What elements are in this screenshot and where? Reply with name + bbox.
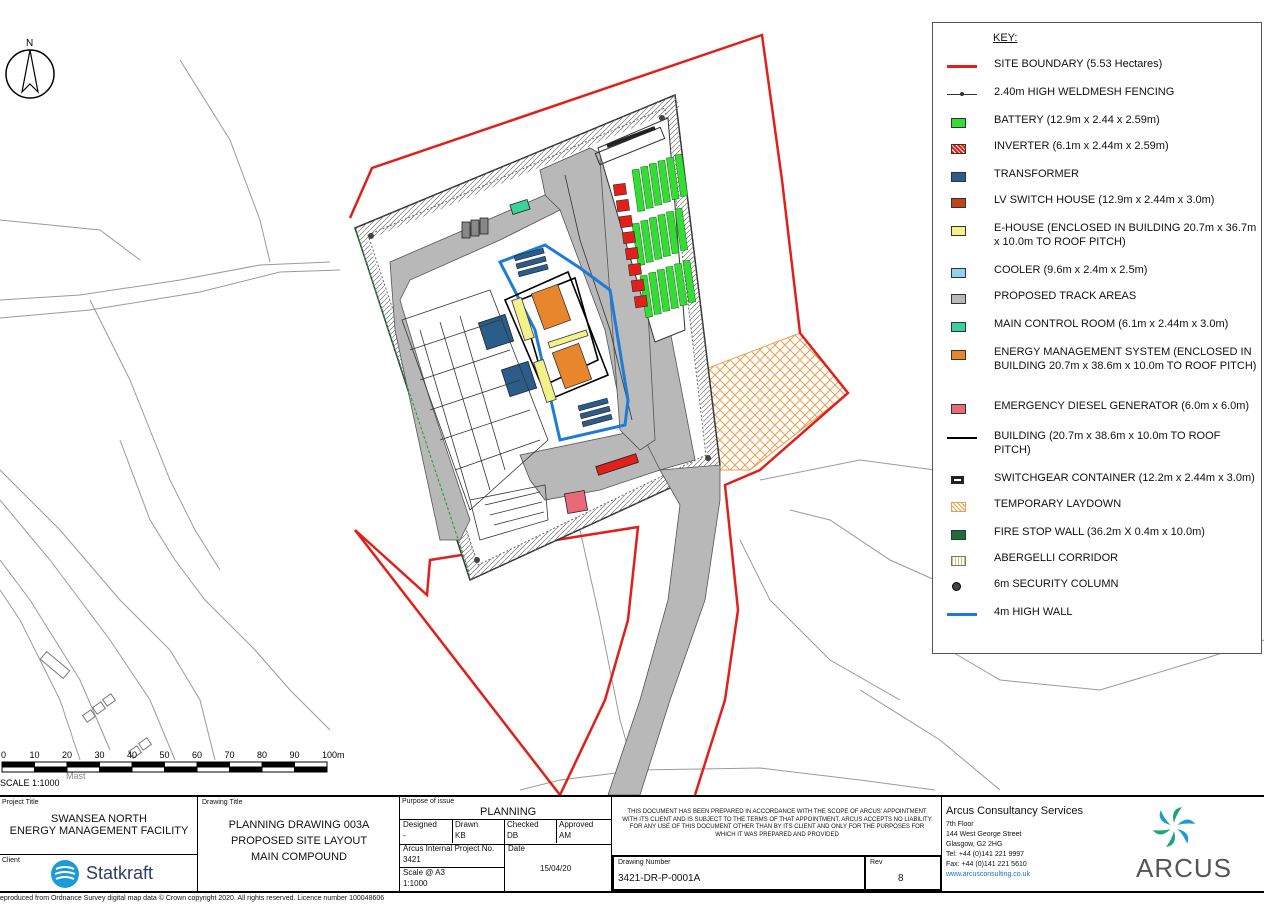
inverter-unit	[619, 215, 632, 228]
legend-symbol-icon	[947, 431, 977, 445]
legend-item	[933, 259, 1263, 287]
legend-label: ENERGY MANAGEMENT SYSTEM (ENCLOSED IN BUILDING 20.7m x 38.6m x 10.0m TO ROOF PITCH)	[994, 346, 1257, 372]
project-no-label: Arcus Internal Project No.	[403, 844, 495, 853]
legend-symbol-icon	[947, 87, 977, 101]
company-fax: Fax: +44 (0)141 221 5610	[946, 861, 1027, 868]
approved-label: Approved	[559, 820, 594, 829]
legend-label: TEMPORARY LAYDOWN	[994, 498, 1122, 510]
drawing-title-line-3: MAIN COMPOUND	[251, 851, 347, 863]
drawn-value: KB	[455, 831, 466, 840]
legend-label: SITE BOUNDARY (5.53 Hectares)	[994, 58, 1163, 70]
scale-bar-segment	[295, 762, 328, 767]
scale-bar-segment	[230, 767, 263, 772]
legend-item	[933, 109, 1263, 137]
scale-bar-tick-label: 50	[159, 750, 170, 760]
legend-symbol-icon	[947, 141, 977, 155]
scale-bar-tick-label: 0	[1, 750, 7, 760]
purpose-cell	[400, 797, 612, 893]
legend-item	[933, 467, 1263, 495]
scale-bar-tick-label: 90	[289, 750, 300, 760]
scale-bar-tick-label: 80	[257, 750, 268, 760]
date-value: 15/04/20	[540, 864, 572, 873]
scale-bar-segment	[230, 762, 263, 767]
drawing-title-cell	[198, 797, 400, 893]
legend-label: TRANSFORMER	[994, 168, 1079, 180]
legend-item	[933, 313, 1263, 341]
scale-bar-tick-label: 40	[127, 750, 138, 760]
legend-item	[933, 521, 1263, 549]
legend-symbol-icon	[947, 401, 977, 415]
legend-symbol-icon	[947, 553, 977, 567]
legend-label: FIRE STOP WALL (36.2m X 0.4m x 10.0m)	[994, 526, 1205, 538]
legend-label: E-HOUSE (ENCLOSED IN BUILDING 20.7m x 36.7m x 10.0m TO ROOF PITCH)	[994, 222, 1257, 248]
legend-label: EMERGENCY DIESEL GENERATOR (6.0m x 6.0m)	[994, 400, 1250, 412]
company-tel: Tel: +44 (0)141 221 9997	[946, 851, 1025, 858]
inverter-unit	[634, 295, 647, 308]
scale-bar-tick-label: 60	[192, 750, 203, 760]
legend-symbol-icon	[947, 473, 977, 487]
legend-item	[933, 189, 1263, 217]
purpose-value: PLANNING	[480, 806, 537, 818]
legend-symbol-icon	[947, 291, 977, 305]
scale-bar	[1, 750, 345, 772]
inverter-unit	[616, 199, 629, 212]
legend-label: ABERGELLI CORRIDOR	[994, 552, 1119, 564]
drawing-number-label: Drawing Number	[618, 859, 671, 866]
legend-symbol-icon	[947, 115, 977, 129]
legend-symbol-icon	[947, 347, 977, 361]
legend-item	[933, 217, 1263, 248]
legend-label: PROPOSED TRACK AREAS	[994, 290, 1137, 302]
drawing-title-label: Drawing Title	[202, 799, 243, 806]
legend-label: 6m SECURITY COLUMN	[994, 578, 1119, 590]
client-name: Statkraft	[86, 863, 154, 883]
scale-bar-segment	[262, 767, 295, 772]
scale-bar-segment	[132, 767, 165, 772]
copyright-note: eproduced from Ordnance Survey digital map data © Crown copyright 2020. All rights reserved. Licence number 100048606	[0, 895, 385, 902]
company-cell	[942, 797, 1264, 893]
scale-bar-segment	[262, 762, 295, 767]
legend-label: LV SWITCH HOUSE (12.9m x 2.44m x 3.0m)	[994, 194, 1215, 206]
scale-bar-segment	[295, 767, 328, 772]
statkraft-logo-icon	[50, 859, 80, 889]
legend-item	[933, 135, 1263, 163]
scale-bar-segment	[165, 762, 198, 767]
legend-symbol-icon	[947, 59, 977, 73]
scale-bar-segment	[100, 767, 133, 772]
scale-bar-tick-label: 70	[224, 750, 235, 760]
inverter-unit	[628, 263, 641, 276]
legend-label: MAIN CONTROL ROOM (6.1m x 2.44m x 3.0m)	[994, 318, 1229, 330]
north-arrow	[6, 38, 54, 98]
legend-symbol-icon	[947, 607, 977, 621]
project-no-value: 3421	[403, 855, 421, 864]
scale-bar-segment	[67, 762, 100, 767]
address-line-1: 7th Floor	[946, 821, 974, 828]
company-web: www.arcusconsulting.co.uk	[946, 871, 1031, 878]
inverter-unit	[625, 247, 638, 260]
disclaimer-cell	[612, 797, 942, 893]
scale-bar-tick-label: 100m	[322, 750, 345, 760]
checked-label: Checked	[507, 820, 539, 829]
os-map-buildings	[40, 652, 151, 759]
scale-bar-label: SCALE 1:1000	[0, 778, 60, 788]
scale-bar-segment	[2, 767, 35, 772]
legend-label: BUILDING (20.7m x 38.6m x 10.0m TO ROOF PITCH)	[994, 430, 1221, 456]
company-name: Arcus Consultancy Services	[946, 805, 1083, 817]
scale-bar-segment	[197, 762, 230, 767]
legend-item	[933, 285, 1263, 313]
disclaimer-text: THIS DOCUMENT HAS BEEN PREPARED IN ACCORDANCE WITH THE SCOPE OF ARCUS' APPOINTMENT WITH ITS CLIENT AND IS SUBJECT TO THE TERMS OF THAT APPOINTMENT. ARCUS ACCEPTS NO LIABILITY FOR ANY USE OF THIS DOCUMENT OTHER THAN BY ITS CLIENT AND ONLY FOR THE PURPOSES FOR WHICH IT WAS PREPARED AND PROVIDED	[622, 809, 932, 838]
legend-item	[933, 163, 1263, 191]
date-label: Date	[508, 844, 525, 853]
scale-a3-value: 1:1000	[403, 879, 428, 888]
scale-bar-segment	[100, 762, 133, 767]
checked-value: DB	[507, 831, 519, 840]
legend-label: SWITCHGEAR CONTAINER (12.2m x 2.44m x 3.0m)	[994, 472, 1255, 484]
legend-item	[933, 395, 1263, 423]
drawing-title-line-2: PROPOSED SITE LAYOUT	[230, 835, 368, 847]
scale-bar-tick-label: 30	[94, 750, 105, 760]
north-label: N	[26, 38, 34, 49]
address-line-2: 144 West George Street	[946, 831, 1022, 838]
legend-item	[933, 573, 1263, 601]
legend-item	[933, 81, 1263, 109]
arcus-logo-icon	[1152, 805, 1196, 849]
mast-label: Mast	[66, 771, 86, 781]
project-title-cell	[0, 797, 198, 855]
client-label: Client	[2, 857, 20, 864]
drawing-number-value: 3421-DR-P-0001A	[618, 873, 701, 884]
legend-symbol-icon	[947, 223, 977, 237]
designed-value: -	[403, 831, 406, 840]
legend-item	[933, 425, 1263, 456]
client-cell	[0, 855, 198, 893]
approved-value: AM	[559, 831, 571, 840]
scale-bar-segment	[197, 767, 230, 772]
legend-item	[933, 493, 1263, 521]
scale-bar-segment	[35, 762, 68, 767]
legend-item	[933, 53, 1263, 81]
purpose-label: Purpose of issue	[402, 798, 455, 805]
legend-symbol-icon	[947, 579, 977, 593]
emergency-diesel-generator	[564, 490, 587, 513]
inverter-unit	[613, 183, 626, 196]
scale-a3-label: Scale @ A3	[403, 868, 445, 877]
rev-value: 8	[898, 873, 904, 884]
legend-label: 4m HIGH WALL	[994, 606, 1073, 618]
designed-label: Designed	[403, 820, 437, 829]
drawing-title-line-1: PLANNING DRAWING 003A	[228, 819, 370, 831]
legend-title: KEY:	[993, 32, 1018, 44]
legend-label: INVERTER (6.1m x 2.44m x 2.59m)	[994, 140, 1169, 152]
scale-bar-tick-label: 10	[29, 750, 40, 760]
project-title-label: Project Title	[2, 799, 39, 806]
legend-item	[933, 341, 1263, 372]
scale-bar-tick-label: 20	[62, 750, 73, 760]
legend-symbol-icon	[947, 319, 977, 333]
scale-bar-segment	[2, 762, 35, 767]
scale-bar-segment	[165, 767, 198, 772]
legend-item	[933, 547, 1263, 575]
title-block	[0, 795, 1264, 893]
project-title-line-2: ENERGY MANAGEMENT FACILITY	[9, 825, 189, 837]
project-title-line-1: SWANSEA NORTH	[51, 813, 147, 825]
scale-bar-segment	[132, 762, 165, 767]
legend-symbol-icon	[947, 265, 977, 279]
inverter-unit	[631, 279, 644, 292]
legend-symbol-icon	[947, 527, 977, 541]
legend-label: 2.40m HIGH WELDMESH FENCING	[994, 86, 1175, 98]
legend-item	[933, 601, 1263, 629]
address-line-3: Glasgow, G2 2HG	[946, 841, 1003, 848]
rev-label: Rev	[870, 859, 883, 866]
legend-symbol-icon	[947, 169, 977, 183]
legend-label: BATTERY (12.9m x 2.44 x 2.59m)	[994, 114, 1160, 126]
legend-symbol-icon	[947, 195, 977, 209]
legend-key	[932, 22, 1262, 654]
arcus-logo-text: ARCUS	[1136, 853, 1233, 883]
legend-label: COOLER (9.6m x 2.4m x 2.5m)	[994, 264, 1148, 276]
inverter-unit	[622, 231, 635, 244]
scale-bar-segment	[35, 767, 68, 772]
legend-symbol-icon	[947, 499, 977, 513]
drawn-label: Drawn	[455, 820, 479, 829]
